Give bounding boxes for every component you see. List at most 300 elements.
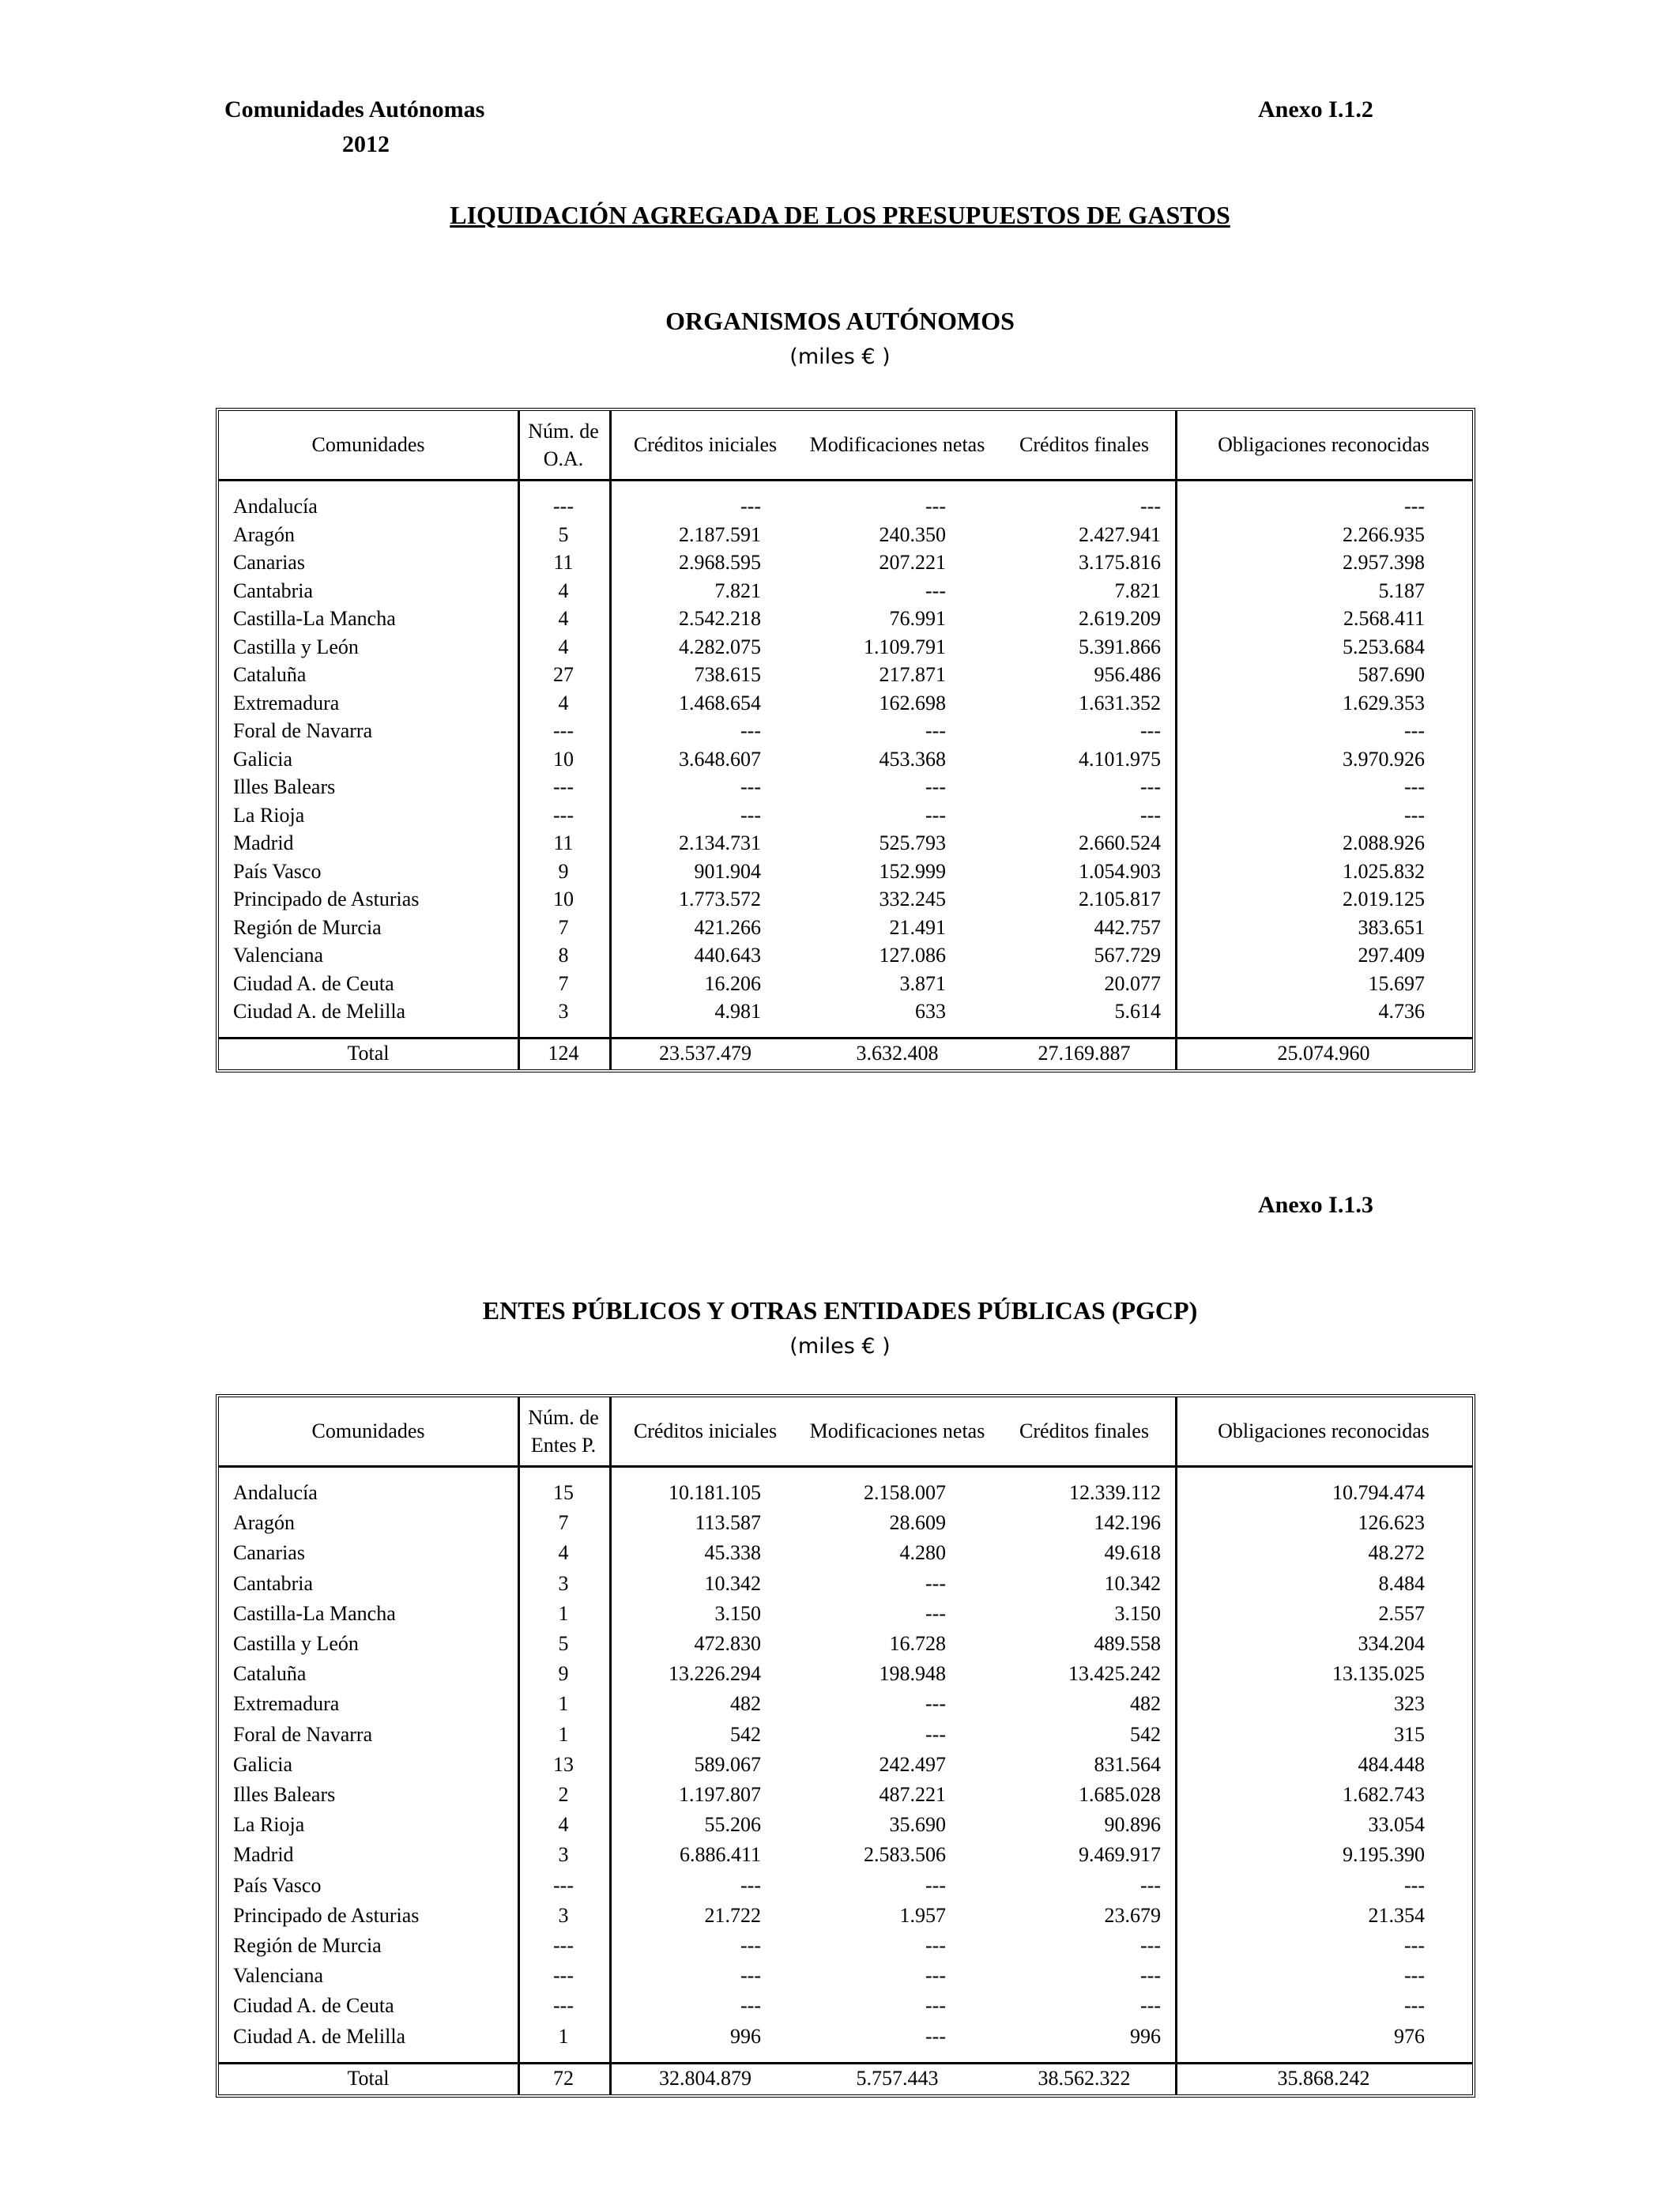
table2-total-row <box>219 2064 1472 2094</box>
cell-initial-credits: 55.206 <box>704 1813 761 1837</box>
total-label: Total <box>347 2067 390 2090</box>
cell-recognized-obligations: 2.568.411 <box>1343 607 1425 630</box>
cell-initial-credits: 1.773.572 <box>679 888 761 910</box>
cell-community: La Rioja <box>233 1813 305 1837</box>
table-row <box>219 1539 1472 1567</box>
cell-community: Extremadura <box>233 1692 340 1716</box>
cell-community: Valenciana <box>233 1964 324 1988</box>
total-net-modifications: 3.632.408 <box>856 1042 939 1065</box>
cell-net-modifications: 217.871 <box>879 663 946 686</box>
cell-net-modifications: 332.245 <box>879 888 946 910</box>
cell-initial-credits: 482 <box>730 1692 761 1716</box>
cell-initial-credits: 2.134.731 <box>679 831 761 854</box>
column-header-community: Comunidades <box>311 433 425 457</box>
cell-final-credits: 3.150 <box>1114 1601 1161 1625</box>
cell-final-credits: 20.077 <box>1104 971 1161 995</box>
cell-count: --- <box>553 803 574 827</box>
table-row <box>219 1811 1472 1839</box>
table1 <box>216 408 1475 1072</box>
cell-net-modifications: --- <box>925 579 946 602</box>
cell-initial-credits: 113.587 <box>695 1511 761 1535</box>
cell-community: Foral de Navarra <box>233 1722 373 1746</box>
cell-recognized-obligations: --- <box>1404 1964 1425 1988</box>
column-header-final-credits: Créditos finales <box>1019 1419 1149 1443</box>
cell-net-modifications: 28.609 <box>889 1511 946 1535</box>
cell-final-credits: --- <box>1140 1934 1161 1957</box>
cell-initial-credits: 421.266 <box>694 915 761 939</box>
cell-final-credits: 49.618 <box>1104 1541 1161 1565</box>
cell-recognized-obligations: 323 <box>1394 1692 1425 1716</box>
cell-initial-credits: 1.197.807 <box>679 1783 761 1806</box>
cell-community: País Vasco <box>233 859 322 883</box>
column-header-recognized-obligations: Obligaciones reconocidas <box>1218 433 1430 457</box>
cell-count: 9 <box>558 1662 569 1686</box>
total-recognized-obligations: 35.868.242 <box>1277 2067 1370 2090</box>
cell-final-credits: 542 <box>1130 1722 1161 1746</box>
total-initial-credits: 23.537.479 <box>659 1042 751 1065</box>
cell-final-credits: 9.469.917 <box>1079 1843 1161 1867</box>
cell-recognized-obligations: 2.957.398 <box>1343 551 1425 574</box>
cell-initial-credits: --- <box>740 719 761 742</box>
total-final-credits: 38.562.322 <box>1038 2067 1131 2090</box>
cell-count: 27 <box>553 663 574 686</box>
cell-count: 3 <box>558 1903 569 1927</box>
cell-count: 3 <box>558 1571 569 1595</box>
cell-final-credits: 23.679 <box>1104 1903 1161 1927</box>
table-row <box>219 1751 1472 1779</box>
cell-initial-credits: 3.648.607 <box>679 747 761 771</box>
cell-community: Canarias <box>233 1541 305 1565</box>
cell-net-modifications: 3.871 <box>899 971 946 995</box>
cell-count: 11 <box>553 551 574 574</box>
total-label: Total <box>347 1042 390 1065</box>
cell-initial-credits: 6.886.411 <box>679 1843 761 1867</box>
cell-initial-credits: --- <box>740 775 761 798</box>
cell-count: 10 <box>553 888 574 910</box>
cell-recognized-obligations: 8.484 <box>1378 1571 1425 1595</box>
cell-initial-credits: 1.468.654 <box>679 691 761 714</box>
cell-initial-credits: 3.150 <box>714 1601 761 1625</box>
cell-recognized-obligations: --- <box>1404 1934 1425 1957</box>
cell-recognized-obligations: 976 <box>1394 2024 1425 2048</box>
cell-count: 3 <box>558 1843 569 1867</box>
table2-header <box>219 1397 1472 1468</box>
table-row <box>219 941 1472 970</box>
table-row <box>219 1721 1472 1749</box>
cell-final-credits: 90.896 <box>1104 1813 1161 1837</box>
cell-final-credits: 2.105.817 <box>1079 888 1161 910</box>
cell-net-modifications: 2.583.506 <box>864 1843 946 1867</box>
cell-count: 15 <box>553 1481 574 1504</box>
cell-community: Valenciana <box>233 944 324 967</box>
table-row <box>219 885 1472 914</box>
cell-count: 3 <box>558 1000 569 1023</box>
cell-net-modifications: 525.793 <box>879 831 946 854</box>
cell-count: 8 <box>558 944 569 967</box>
cell-net-modifications: --- <box>925 1994 946 2018</box>
cell-net-modifications: --- <box>925 1571 946 1595</box>
annex-label-1: Anexo I.1.2 <box>1258 96 1373 123</box>
cell-community: Illes Balears <box>233 1783 336 1806</box>
cell-community: Aragón <box>233 522 295 546</box>
cell-recognized-obligations: 21.354 <box>1368 1903 1425 1927</box>
cell-net-modifications: 242.497 <box>879 1752 946 1776</box>
cell-recognized-obligations: 15.697 <box>1368 971 1425 995</box>
cell-net-modifications: 2.158.007 <box>864 1481 946 1504</box>
cell-count: 5 <box>558 1632 569 1655</box>
table-row <box>219 521 1472 549</box>
cell-initial-credits: 10.342 <box>704 1571 761 1595</box>
total-count: 124 <box>548 1042 579 1065</box>
cell-final-credits: 1.631.352 <box>1079 691 1161 714</box>
cell-recognized-obligations: 2.019.125 <box>1343 888 1425 910</box>
cell-initial-credits: 901.904 <box>694 859 761 883</box>
cell-count: 2 <box>558 1783 569 1806</box>
table-row <box>219 1872 1472 1900</box>
cell-community: Madrid <box>233 1843 294 1867</box>
cell-final-credits: 831.564 <box>1094 1752 1161 1776</box>
cell-count: 4 <box>558 691 569 714</box>
table-row <box>219 2022 1472 2051</box>
cell-community: Cantabria <box>233 579 314 602</box>
cell-initial-credits: --- <box>740 1873 761 1897</box>
cell-count: 1 <box>558 2024 569 2048</box>
cell-community: Galicia <box>233 747 293 771</box>
cell-net-modifications: 152.999 <box>879 859 946 883</box>
cell-net-modifications: --- <box>925 719 946 742</box>
cell-count: 1 <box>558 1601 569 1625</box>
cell-final-credits: 2.427.941 <box>1079 522 1161 546</box>
cell-community: Cantabria <box>233 1571 314 1595</box>
cell-initial-credits: 440.643 <box>694 944 761 967</box>
cell-community: Madrid <box>233 831 294 854</box>
cell-count: 4 <box>558 635 569 658</box>
cell-net-modifications: 76.991 <box>889 607 946 630</box>
cell-net-modifications: --- <box>925 1873 946 1897</box>
cell-community: Región de Murcia <box>233 915 382 939</box>
cell-final-credits: 1.685.028 <box>1079 1783 1161 1806</box>
cell-net-modifications: 198.948 <box>879 1662 946 1686</box>
cell-community: Ciudad A. de Melilla <box>233 2024 406 2048</box>
cell-initial-credits: 7.821 <box>714 579 761 602</box>
column-header-initial-credits: Créditos iniciales <box>633 1419 778 1443</box>
cell-count: 4 <box>558 1541 569 1565</box>
cell-recognized-obligations: 315 <box>1394 1722 1425 1746</box>
cell-final-credits: 1.054.903 <box>1079 859 1161 883</box>
cell-initial-credits: 10.181.105 <box>669 1481 761 1504</box>
cell-final-credits: 10.342 <box>1104 1571 1161 1595</box>
cell-net-modifications: --- <box>925 1934 946 1957</box>
cell-net-modifications: 35.690 <box>889 1813 946 1837</box>
total-count: 72 <box>553 2067 574 2090</box>
cell-final-credits: --- <box>1140 1994 1161 2018</box>
table-row <box>219 1992 1472 2020</box>
cell-recognized-obligations: 2.557 <box>1378 1601 1425 1625</box>
column-header-net-modifications: Modificaciones netas <box>809 433 985 457</box>
cell-recognized-obligations: --- <box>1404 803 1425 827</box>
cell-net-modifications: 207.221 <box>879 551 946 574</box>
table1-title: ORGANISMOS AUTÓNOMOS <box>665 307 1015 335</box>
cell-recognized-obligations: 3.970.926 <box>1343 747 1425 771</box>
total-net-modifications: 5.757.443 <box>856 2067 939 2090</box>
cell-net-modifications: 4.280 <box>899 1541 946 1565</box>
table-row <box>219 1660 1472 1688</box>
table-row <box>219 1962 1472 1990</box>
cell-count: 10 <box>553 747 574 771</box>
cell-community: Illes Balears <box>233 775 336 798</box>
cell-count: 7 <box>558 915 569 939</box>
cell-community: Ciudad A. de Melilla <box>233 1000 406 1023</box>
cell-count: 11 <box>553 831 574 854</box>
cell-community: Región de Murcia <box>233 1934 382 1957</box>
column-header-count: Núm. de Entes P. <box>528 1405 599 1457</box>
cell-community: Castilla-La Mancha <box>233 1601 396 1625</box>
cell-recognized-obligations: 48.272 <box>1368 1541 1425 1565</box>
cell-community: Andalucía <box>233 495 318 518</box>
table-row <box>219 1630 1472 1658</box>
table-row <box>219 1509 1472 1537</box>
cell-recognized-obligations: --- <box>1404 1873 1425 1897</box>
table2-body <box>219 1468 1472 2064</box>
cell-final-credits: 5.391.866 <box>1079 635 1161 658</box>
cell-community: País Vasco <box>233 1873 322 1897</box>
cell-initial-credits: 21.722 <box>704 1903 761 1927</box>
cell-community: Aragón <box>233 1511 295 1535</box>
cell-initial-credits: 738.615 <box>694 663 761 686</box>
cell-net-modifications: --- <box>925 1601 946 1625</box>
cell-community: Andalucía <box>233 1481 318 1504</box>
table-row <box>219 745 1472 774</box>
table2 <box>216 1394 1475 2098</box>
table-row <box>219 829 1472 858</box>
cell-count: --- <box>553 1934 574 1957</box>
cell-community: Foral de Navarra <box>233 719 373 742</box>
cell-net-modifications: 21.491 <box>889 915 946 939</box>
cell-net-modifications: --- <box>925 2024 946 2048</box>
cell-net-modifications: --- <box>925 1722 946 1746</box>
main-title: LIQUIDACIÓN AGREGADA DE LOS PRESUPUESTOS DE GASTOS <box>450 201 1230 229</box>
table-row <box>219 1902 1472 1930</box>
column-header-final-credits: Créditos finales <box>1019 433 1149 457</box>
cell-count: --- <box>553 1994 574 2018</box>
cell-community: Ciudad A. de Ceuta <box>233 971 394 995</box>
column-header-count: Núm. de O.A. <box>528 419 599 470</box>
cell-count: 1 <box>558 1692 569 1716</box>
cell-count: 4 <box>558 579 569 602</box>
cell-final-credits: 2.619.209 <box>1079 607 1161 630</box>
cell-initial-credits: 542 <box>730 1722 761 1746</box>
cell-initial-credits: 2.542.218 <box>679 607 761 630</box>
table-row <box>219 801 1472 830</box>
cell-net-modifications: 127.086 <box>879 944 946 967</box>
cell-final-credits: 13.425.242 <box>1068 1662 1161 1686</box>
cell-recognized-obligations: 126.623 <box>1358 1511 1425 1535</box>
cell-final-credits: 996 <box>1130 2024 1161 2048</box>
table1-units: (miles € ) <box>789 345 891 369</box>
cell-recognized-obligations: 383.651 <box>1358 915 1425 939</box>
total-final-credits: 27.169.887 <box>1038 1042 1131 1065</box>
cell-count: --- <box>553 495 574 518</box>
cell-final-credits: 4.101.975 <box>1079 747 1161 771</box>
cell-count: 7 <box>558 1511 569 1535</box>
cell-count: 9 <box>558 859 569 883</box>
column-header-initial-credits: Créditos iniciales <box>633 433 778 457</box>
cell-recognized-obligations: 297.409 <box>1358 944 1425 967</box>
cell-final-credits: 2.660.524 <box>1079 831 1161 854</box>
column-header-net-modifications: Modificaciones netas <box>809 1419 985 1443</box>
cell-initial-credits: 13.226.294 <box>669 1662 761 1686</box>
cell-final-credits: --- <box>1140 1964 1161 1988</box>
cell-final-credits: 12.339.112 <box>1068 1481 1161 1504</box>
cell-final-credits: 442.757 <box>1094 915 1161 939</box>
cell-recognized-obligations: 5.187 <box>1378 579 1425 602</box>
cell-initial-credits: 589.067 <box>694 1752 761 1776</box>
cell-recognized-obligations: 484.448 <box>1358 1752 1425 1776</box>
cell-recognized-obligations: 587.690 <box>1358 663 1425 686</box>
cell-initial-credits: --- <box>740 1934 761 1957</box>
column-header-recognized-obligations: Obligaciones reconocidas <box>1218 1419 1430 1443</box>
table2-title: ENTES PÚBLICOS Y OTRAS ENTIDADES PÚBLICAS (PGCP) <box>482 1296 1198 1325</box>
cell-final-credits: 482 <box>1130 1692 1161 1716</box>
cell-initial-credits: 45.338 <box>704 1541 761 1565</box>
table-row <box>219 1570 1472 1598</box>
cell-final-credits: 142.196 <box>1094 1511 1161 1535</box>
table-row <box>219 548 1472 577</box>
cell-initial-credits: 996 <box>730 2024 761 2048</box>
cell-community: Principado de Asturias <box>233 1903 420 1927</box>
cell-recognized-obligations: 1.682.743 <box>1343 1783 1425 1806</box>
cell-net-modifications: --- <box>925 803 946 827</box>
cell-initial-credits: 2.187.591 <box>679 522 761 546</box>
cell-net-modifications: 487.221 <box>879 1783 946 1806</box>
cell-initial-credits: 16.206 <box>704 971 761 995</box>
table-row <box>219 717 1472 745</box>
cell-final-credits: --- <box>1140 495 1161 518</box>
table-row <box>219 914 1472 942</box>
table-row <box>219 605 1472 633</box>
table-row <box>219 661 1472 689</box>
cell-net-modifications: 240.350 <box>879 522 946 546</box>
cell-recognized-obligations: 9.195.390 <box>1343 1843 1425 1867</box>
total-row <box>219 2064 1472 2093</box>
cell-recognized-obligations: --- <box>1404 495 1425 518</box>
cell-count: 1 <box>558 1722 569 1746</box>
cell-recognized-obligations: 1.025.832 <box>1343 859 1425 883</box>
cell-final-credits: 3.175.816 <box>1079 551 1161 574</box>
cell-initial-credits: --- <box>740 1964 761 1988</box>
cell-recognized-obligations: --- <box>1404 719 1425 742</box>
cell-net-modifications: 16.728 <box>889 1632 946 1655</box>
cell-initial-credits: 2.968.595 <box>679 551 761 574</box>
cell-final-credits: 567.729 <box>1094 944 1161 967</box>
cell-count: --- <box>553 1873 574 1897</box>
table-row <box>219 577 1472 605</box>
table-row <box>219 689 1472 718</box>
total-recognized-obligations: 25.074.960 <box>1277 1042 1370 1065</box>
total-initial-credits: 32.804.879 <box>659 2067 751 2090</box>
cell-initial-credits: 4.981 <box>714 1000 761 1023</box>
cell-final-credits: --- <box>1140 803 1161 827</box>
table1-body <box>219 481 1472 1039</box>
cell-final-credits: 5.614 <box>1114 1000 1161 1023</box>
total-row <box>219 1039 1472 1068</box>
cell-count: 4 <box>558 1813 569 1837</box>
table-row <box>219 1841 1472 1869</box>
table-row <box>219 997 1472 1026</box>
cell-recognized-obligations: 4.736 <box>1378 1000 1425 1023</box>
cell-net-modifications: --- <box>925 495 946 518</box>
region-title: Comunidades Autónomas <box>224 96 485 123</box>
cell-initial-credits: --- <box>740 1994 761 2018</box>
cell-community: Castilla y León <box>233 635 359 658</box>
cell-community: Castilla-La Mancha <box>233 607 396 630</box>
table-row <box>219 492 1472 521</box>
cell-recognized-obligations: 13.135.025 <box>1332 1662 1425 1686</box>
table-row <box>219 1479 1472 1507</box>
table-row <box>219 1932 1472 1960</box>
table-row <box>219 633 1472 662</box>
cell-community: Cataluña <box>233 663 307 686</box>
cell-count: --- <box>553 719 574 742</box>
year-label: 2012 <box>342 131 390 157</box>
cell-final-credits: --- <box>1140 719 1161 742</box>
cell-recognized-obligations: 334.204 <box>1358 1632 1425 1655</box>
cell-community: Principado de Asturias <box>233 888 420 910</box>
table1-header <box>219 411 1472 481</box>
cell-net-modifications: 633 <box>915 1000 946 1023</box>
cell-recognized-obligations: --- <box>1404 775 1425 798</box>
cell-final-credits: --- <box>1140 1873 1161 1897</box>
cell-count: 13 <box>553 1752 574 1776</box>
column-header-community: Comunidades <box>311 1419 425 1443</box>
cell-count: 7 <box>558 971 569 995</box>
cell-net-modifications: 1.957 <box>899 1903 946 1927</box>
cell-final-credits: --- <box>1140 775 1161 798</box>
cell-recognized-obligations: 1.629.353 <box>1343 691 1425 714</box>
cell-net-modifications: 1.109.791 <box>864 635 946 658</box>
table-row <box>219 1690 1472 1718</box>
cell-final-credits: 489.558 <box>1094 1632 1161 1655</box>
cell-recognized-obligations: 5.253.684 <box>1343 635 1425 658</box>
cell-recognized-obligations: --- <box>1404 1994 1425 2018</box>
table-row <box>219 970 1472 998</box>
cell-community: La Rioja <box>233 803 305 827</box>
cell-count: --- <box>553 1964 574 1988</box>
table-row <box>219 1600 1472 1628</box>
cell-net-modifications: 453.368 <box>879 747 946 771</box>
cell-count: 4 <box>558 607 569 630</box>
cell-final-credits: 956.486 <box>1094 663 1161 686</box>
cell-net-modifications: 162.698 <box>879 691 946 714</box>
cell-recognized-obligations: 10.794.474 <box>1332 1481 1425 1504</box>
cell-initial-credits: --- <box>740 495 761 518</box>
cell-net-modifications: --- <box>925 775 946 798</box>
cell-net-modifications: --- <box>925 1964 946 1988</box>
cell-recognized-obligations: 2.088.926 <box>1343 831 1425 854</box>
cell-count: --- <box>553 775 574 798</box>
cell-final-credits: 7.821 <box>1114 579 1161 602</box>
annex-label-2: Anexo I.1.3 <box>1258 1192 1373 1218</box>
table-row <box>219 1781 1472 1809</box>
cell-community: Ciudad A. de Ceuta <box>233 1994 394 2018</box>
table-row <box>219 773 1472 801</box>
cell-count: 5 <box>558 522 569 546</box>
cell-community: Canarias <box>233 551 305 574</box>
cell-initial-credits: 4.282.075 <box>679 635 761 658</box>
cell-net-modifications: --- <box>925 1692 946 1716</box>
cell-initial-credits: 472.830 <box>694 1632 761 1655</box>
table-row <box>219 858 1472 886</box>
